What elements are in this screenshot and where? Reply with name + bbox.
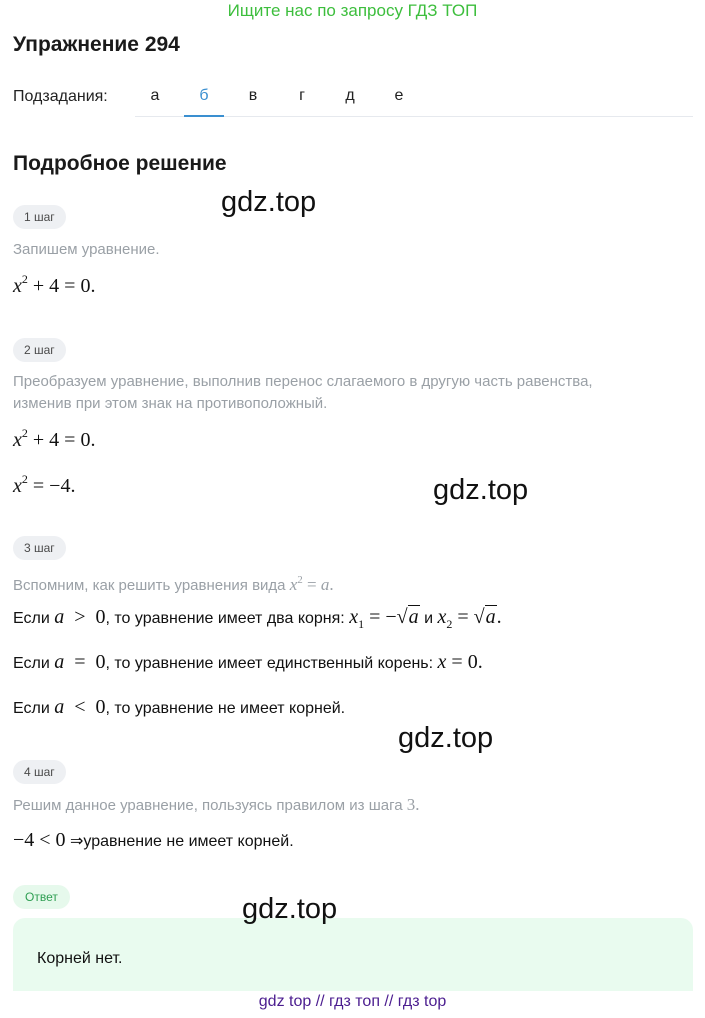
subtask-tab-v[interactable]: в (248, 87, 258, 104)
step-2-equation-1: $x^2 + 4 = 0$. (13, 426, 96, 451)
watermark-4: gdz.top (242, 893, 338, 925)
answer-box (13, 918, 693, 991)
step-2-equation-2: $x^2 = -4$. (13, 472, 76, 497)
subtask-tab-e[interactable]: е (394, 87, 404, 104)
step-3-text: Вспомним, как решить уравнения вида $x^2 = a$. (13, 574, 334, 594)
step-4-text: Решим данное уравнение, пользуясь правилом из шага 3. (13, 795, 420, 814)
step-1-equation: $x^2 + 4 = 0$. (13, 272, 96, 297)
section-title: Подробное решение (13, 152, 227, 175)
step-2-text-line-1: Преобразуем уравнение, выполнив перенос слагаемого в другую часть равенства, (13, 373, 593, 390)
answer-text: Корней нет. (37, 950, 123, 967)
step-4-chip: 4 шаг (13, 760, 66, 784)
subtask-tab-d[interactable]: д (345, 87, 355, 104)
step-2-text-line-2: изменив при этом знак на противоположный. (13, 395, 328, 412)
exercise-title: Упражнение 294 (13, 33, 180, 56)
step-3-condition-positive: Если a > 0, то уравнение имеет два корня: $x_1 = -√a$ и $x_2 = √a$. (13, 606, 502, 631)
watermark-3: gdz.top (398, 722, 494, 754)
step-3-chip: 3 шаг (13, 536, 66, 560)
watermark-2: gdz.top (433, 474, 529, 506)
step-2-chip: 2 шаг (13, 338, 66, 362)
step-3-condition-zero: Если a = 0, то уравнение имеет единственный корень: x = 0. (13, 651, 483, 673)
subtasks-label: Подзадания: (13, 88, 108, 105)
step-3-condition-negative: Если a < 0, то уравнение не имеет корней. (13, 696, 346, 718)
subtasks-tabs (135, 84, 693, 117)
watermark-1: gdz.top (221, 186, 317, 218)
answer-chip: Ответ (13, 885, 70, 909)
subtask-tab-a[interactable]: а (150, 87, 160, 104)
subtask-tab-b[interactable]: б (184, 84, 224, 117)
footer-links[interactable]: gdz top // гдз топ // гдз top (258, 993, 447, 1010)
step-4-conclusion: −4 < 0 ⇒уравнение не имеет корней. (13, 829, 294, 851)
subtask-tab-g[interactable]: г (299, 87, 305, 104)
subtasks-row (13, 84, 693, 117)
top-banner: Ищите нас по запросу ГДЗ ТОП (227, 1, 478, 20)
step-1-chip: 1 шаг (13, 205, 66, 229)
step-1-text: Запишем уравнение. (13, 241, 160, 258)
